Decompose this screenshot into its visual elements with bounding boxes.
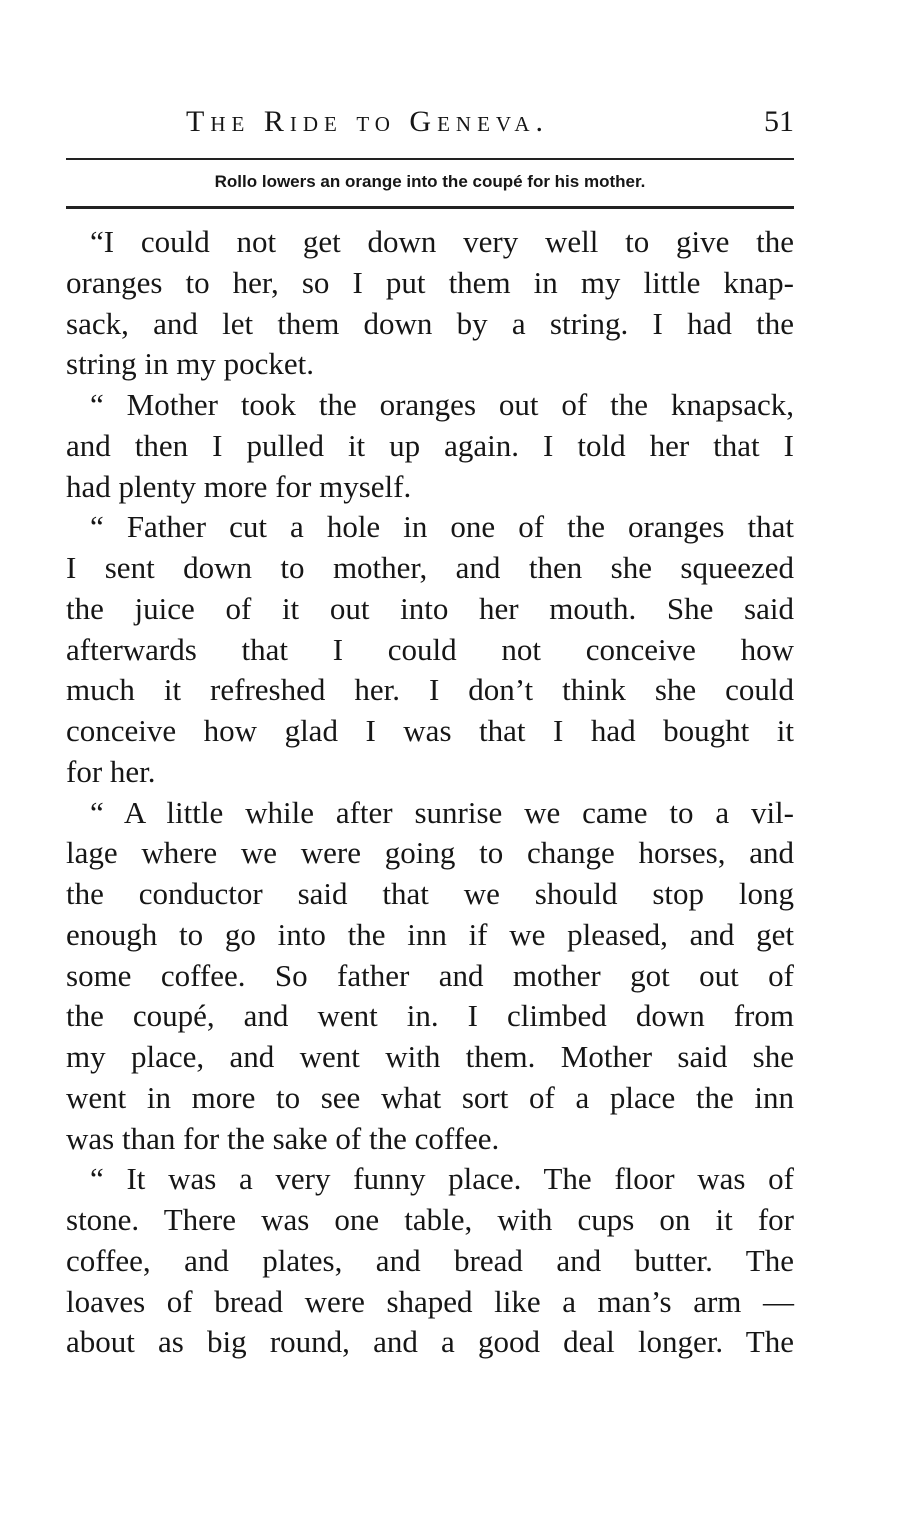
text-line: lage where we were going to change horses, and (66, 835, 794, 871)
text-line: “I could not get down very well to give the (90, 224, 794, 259)
text-line: had plenty more for myself. (66, 468, 412, 504)
text-line: conceive how glad I was that I had bought it (66, 713, 794, 748)
text-line: the conductor said that we should stop long (66, 876, 794, 911)
text-line: sack, and let them down by a string. I had the (66, 305, 794, 341)
text-line: some coffee. So father and mother got out of (66, 957, 794, 993)
text-line: loaves of bread were shaped like a man’s arm — (66, 1283, 794, 1319)
text-line: afterwards that I could not conceive how (66, 631, 794, 667)
text-line: “ Father cut a hole in one of the oranges that (90, 509, 794, 545)
caption-rule (66, 206, 794, 209)
header-rule (66, 158, 794, 160)
text-line: oranges to her, so I put them in my little knap- (66, 264, 794, 300)
page-number: 51 (764, 105, 794, 138)
text-line: was than for the sake of the coffee. (66, 1120, 500, 1156)
text-line: about as big round, and a good deal longer. The (66, 1324, 794, 1360)
text-line: “ It was a very funny place. The floor was of (90, 1161, 794, 1197)
text-line: coffee, and plates, and bread and butter. The (66, 1242, 794, 1278)
text-line: went in more to see what sort of a place the inn (66, 1079, 794, 1115)
illustration-caption: Rollo lowers an orange into the coupé for his mother. (214, 172, 646, 191)
text-line: the juice of it out into her mouth. She said (66, 590, 794, 626)
body-text (66, 222, 794, 1363)
text-line: the coupé, and went in. I climbed down from (66, 998, 794, 1034)
text-line: string in my pocket. (66, 346, 314, 382)
text-line: much it refreshed her. I don’t think she could (66, 672, 794, 708)
running-head-title: The Ride to Geneva. (186, 105, 550, 138)
text-line: “ Mother took the oranges out of the knapsack, (90, 387, 794, 422)
text-line: I sent down to mother, and then she squeezed (66, 550, 794, 585)
text-line: enough to go into the inn if we pleased, and get (66, 916, 794, 952)
running-head (66, 103, 794, 147)
text-line: my place, and went with them. Mother said she (66, 1039, 794, 1074)
text-line: for her. (66, 753, 156, 789)
text-line: and then I pulled it up again. I told her that I (66, 427, 794, 463)
text-line: “ A little while after sunrise we came to a vil- (90, 794, 794, 830)
text-line: stone. There was one table, with cups on it for (66, 1202, 794, 1237)
